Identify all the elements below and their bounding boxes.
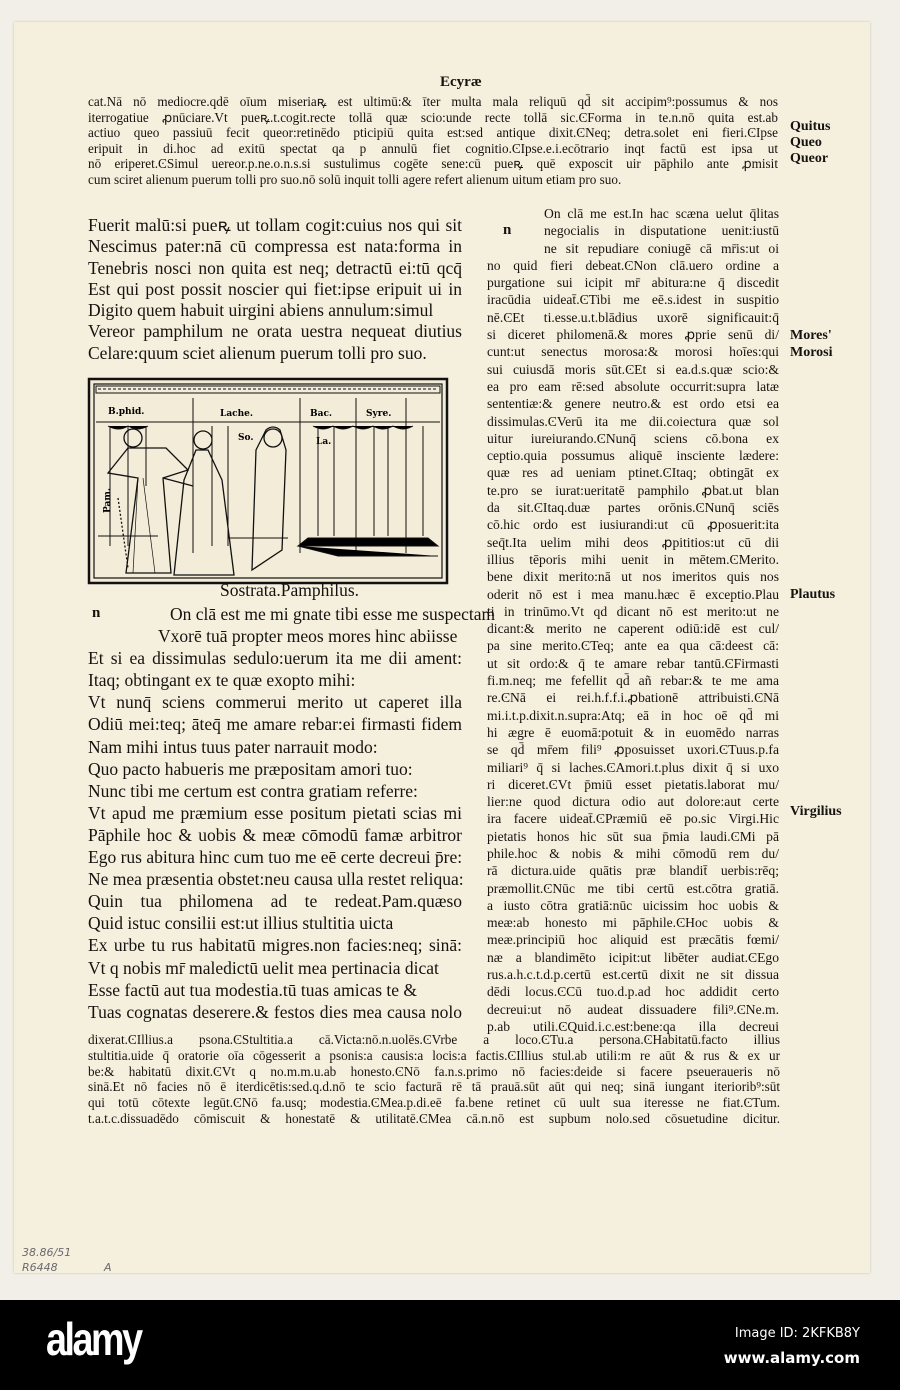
catalogue-ref: R6448 <box>22 1261 58 1274</box>
watermark-logo: alamy <box>46 1313 141 1365</box>
verse-line: Quid istuc consilii est:ut illius stultitia uicta <box>88 913 394 934</box>
commentary-line: negocialis in disputatione uenit:iustū <box>544 223 779 239</box>
commentary-line: ti in trinūmo.Vt qd dicant nō est merito:ut ne <box>487 603 779 619</box>
verse-line: Vxorē tuā propter meos mores hinc abiisse <box>158 626 458 647</box>
watermark-image-id: Image ID: 2KFKB8Y <box>734 1326 860 1341</box>
verse-line: Odiū mei:teq; āteq̄ me amare rebar:ei firmasti fidem <box>88 714 462 735</box>
margin-note-queo: Queo <box>790 135 822 150</box>
guide-letter-right: n <box>503 222 512 238</box>
commentary-line: rus.a.h.c.t.d.p.certū est.certū dixit ne sit dissua <box>487 967 779 983</box>
commentary-line: da sit.ϾItaq.duæ partes orōnis.ϾNunq̄ sciēs <box>487 500 779 516</box>
top-commentary <box>88 94 778 188</box>
verse-line: Esse factū aut tua modestia.tū tuas amicas te & <box>88 979 417 1000</box>
commentary-line: iracūdia uideat̄.ϾTibi me eē.s.idest in suspitio <box>487 292 779 308</box>
woodcut-label-syre: Syre. <box>366 409 392 419</box>
woodcut-label-lache: Lache. <box>220 409 254 419</box>
verse-line: Fuerit malū:si pueꝶ ut tollam cogit:cuius nos qui sit <box>88 215 462 235</box>
commentary-line: ea pro eam rē:sed absolute occurrit:supra latæ <box>487 378 779 394</box>
commentary-line: ne sit repudiare coniugē cā mr̄is:ut oi <box>544 240 779 256</box>
commentary-line: pietatis honos hic sūt sua p̄mia laudi.ϾMi pā <box>487 828 779 844</box>
commentary-line: nē.ϾEt ti.esse.u.t.blādius uxorē significauit:q̄ <box>487 309 779 325</box>
verse-line: Vereor pamphilum ne orata uestra nequeat diutius <box>88 321 462 342</box>
commentary-line: iterrogatiue ꝓnūciare.Vt pueꝶ.t.cogit.recte tollā quæ scio:unde recte tollā sic.ϾForma in te.n.nō quita est.ab <box>88 109 778 125</box>
commentary-line: uitur iureiurando.ϾNunq̄ sciens cō.bona ex <box>487 430 779 446</box>
commentary-line: mi.i.t.p.dixit.n.supra:Atq; eā in hoc oē qd̄ mi <box>487 707 779 723</box>
commentary-line: hi ægre ē euomā:potuit & in euomēdo narras <box>487 724 779 740</box>
verse-line: Itaq; obtingant ex te quæ exopto mihi: <box>88 670 356 691</box>
commentary-line: lier:ne quod dictura odio aut dolore:aut certe <box>487 794 779 810</box>
scene-caption: Sostrata.Pamphilus. <box>220 580 360 600</box>
commentary-line: a iusto cōtra gratiā:nūc uicissim hoc uobis & <box>487 897 779 913</box>
commentary-line: cum sciret alienum puerum tolli pro suo.nō solū inquit tolli agere refert alienum uitum etiam pro suo. <box>88 171 622 187</box>
commentary-line: dēdi locus.ϾCū tuo.d.p.ad hoc addidit certo <box>487 984 779 1000</box>
margin-note-morosi: Morosi <box>790 345 833 360</box>
margin-note-quitus: Quitus <box>790 119 831 134</box>
commentary-line: qui totū cōtexte legūt.ϾNō fa.usq; modestia.ϾMea.p.di.eē fa.bene retinet cū uult sua iteresse ne fiat.ϾTum. <box>88 1095 780 1111</box>
commentary-line: cunt:ut senectus morosa:& morosi hoīes:qui <box>487 344 779 360</box>
commentary-line: te.pro se iurat:ueritatē pamphilo ꝓbat.ut blan <box>487 482 779 498</box>
commentary-line: ceptio.quia possumus aliquē insciente lædere: <box>487 448 779 464</box>
commentary-line: meæ:ab honesto mi pāphile.ϾHoc uobis & <box>487 915 779 931</box>
woodcut-label-pam: Pam. <box>103 487 113 513</box>
verse-line: Vt q nobis mr̄ maledictū uelit mea pertinacia dicat <box>88 957 439 978</box>
commentary-line: miliari⁹ q̄ si laches.ϾAmori.t.plus dixit q̄ si uxo <box>487 759 779 775</box>
verse-line: Nunc tibi me certum est contra gratiam referre: <box>88 780 418 801</box>
verse-line: Nescimus pater:nā cū compressa est nata:forma in <box>88 236 462 257</box>
commentary-line: be:& habitatū dixit.ϾVt q no.m.m.u.ab honesto.ϾNō fa.n.s.primo nō facies:deide si facere pseueraueris nō <box>88 1063 780 1079</box>
commentary-line: bene dixit merito:nā ut nos imeritos quis nos <box>487 569 779 585</box>
verse-line: Ego rus abitura hinc cum tuo me eē certe decreui p̄re: <box>88 847 463 868</box>
commentary-line: sententiæ:& genere neutro.& est ordo etsi ea <box>487 396 779 412</box>
commentary-line: pa sine merito.ϾTeq; ante ea qua cā:deest cā: <box>487 638 779 654</box>
commentary-line: no quid fieri debeat.ϾNon clā.uero ordine a <box>487 257 779 273</box>
commentary-line: nō eriperet.ϾSimul uereor.p.ne.o.n.s.si sustulimus cogēte sene:cū pueꝶ quē exposcit uir pāphilo ante ꝓmisit <box>88 156 778 172</box>
commentary-line: dixerat.ϾIllius.a psona.ϾStultitia.a cā.Victa:nō.n.uolēs.ϾVrbe a loco.ϾTu.a persona.ϾHabitatū.facto illius <box>88 1032 780 1047</box>
verse-line: Tuas cognatas deserere.& festos dies mea causa nolo <box>88 1001 462 1022</box>
guide-letter-left: n <box>92 605 101 621</box>
verse-line: Quo pacto habueris me præpositam amori tuo: <box>88 758 413 779</box>
right-commentary <box>487 205 779 1035</box>
commentary-line: re.ϾNā ei rei.h.f.f.i.ꝓbationē attribuisti.ϾNā <box>487 690 779 706</box>
margin-note-plautus: Plautus <box>790 587 836 602</box>
commentary-line: se qd̄ mr̄em fili⁹ ꝓposuisset uxori.ϾTuus.p.fa <box>487 742 779 758</box>
commentary-line: cat.Nā nō mediocre.qdē oīum miseriaꝶ est ultimū:& īter multa mala reliquū qd̄ sit accipim⁹:possumus & nos <box>88 94 778 109</box>
catalogue-letter: A <box>104 1261 112 1274</box>
commentary-line: phile.hoc & nobis & mihi cōmodū rem du/ <box>487 845 779 861</box>
commentary-line: dicant:& merito ne caperent odiū:idē est cul/ <box>487 621 779 637</box>
commentary-line: ri diceret.ϾVt p̄miū esset pietatis.laborat mu/ <box>487 776 779 792</box>
verse-line: Vt nunq̄ sciens commerui merito ut caperet illa <box>88 692 462 713</box>
verse-top <box>88 215 462 364</box>
commentary-line: ira facere uideat̄.ϾPræmiū eē po.sic Virgi.Hic <box>487 811 779 827</box>
commentary-line: fi.m.neq; me fefellit qd̄ añ rebar:& te me ama <box>487 673 779 689</box>
commentary-line: præmollit.ϾNūc me tibi certū est.cōtra gratiā. <box>487 880 779 896</box>
margin-note-mores: Mores' <box>790 328 832 343</box>
commentary-line: purgatione sui icipit mr̄ abitura:ne q̄ discedit <box>487 275 779 291</box>
commentary-line: rā dictura.uide quātis præ blandit̄ uerbis:rēq; <box>487 863 779 879</box>
commentary-line: stultitia.uide q̄ oratorie oīa cōgesserit a psonis:a causis:a locis:a factis.ϾIllius stul.ab utili:m re aūt & rus & ex ur <box>88 1047 780 1063</box>
watermark-url: www.alamy.com <box>723 1349 860 1367</box>
verse-bottom <box>88 603 496 1023</box>
running-head: Ecyræ <box>440 74 482 90</box>
commentary-line: p.ab utili.ϾQuid.i.c.est:bene:qa illa decreui <box>487 1018 779 1034</box>
commentary-line: sinā.Et nō facies nō ē iterdicētis:sed.q.d.nō te scio facturā rē tā prauā.sūt aūt qui neq; sinā iungant iteriorib⁹:sūt <box>88 1079 780 1095</box>
commentary-line: ut sit ordo:& q̄ te amare rebar tantū.ϾFirmasti <box>487 655 779 671</box>
commentary-line: On clā me est.In hac scæna uelut q̄litas <box>544 206 779 221</box>
commentary-line: si diceret philomenā.& mores ꝓprie senū di/ <box>487 327 779 343</box>
verse-line: Quin tua philomena ad te redeat.Pam.quæso <box>88 891 462 912</box>
verse-line: Tenebris nosci non quita est neq; detractū ei:tū qcq̄ <box>88 257 462 278</box>
commentary-line: næ a blandimēto icipit:ut libēter audiat.ϾEgo <box>487 949 779 965</box>
commentary-line: t.a.t.c.dissuadēdo cōmiscuit & honestatē & utilitatē.ϾMea cā.n.nō est supbum nolo.sed cōsuetudine dicitur. <box>88 1110 780 1126</box>
commentary-line: oderit nō est i mea manu.hæc ē exceptio.Plau <box>487 586 779 602</box>
commentary-line: seq̄t.Ita uelim mihi deos ꝓpititios:ut cū dii <box>487 534 779 550</box>
commentary-line: meæ.principiū hoc aliquid est præcātis fœmi/ <box>487 932 779 948</box>
verse-line: On clā est me mi gnate tibi esse me suspectam <box>170 604 496 624</box>
verse-line: Nam mihi intus tuus pater narrauit modo: <box>88 736 378 757</box>
woodcut-label-bphid: B.phid. <box>108 407 145 417</box>
bottom-commentary <box>88 1032 780 1127</box>
margin-note-queor: Queor <box>790 151 829 166</box>
commentary-line: decreui:ut nō audeat dissuadere fili⁹.ϾNe.m. <box>487 1001 779 1017</box>
verse-line: Est qui post possit noscier qui fiet:ipse eripuit ui in <box>88 278 462 299</box>
woodcut-illustration <box>88 378 448 584</box>
verse-line: Et si ea dissimulas sedulo:uerum ita me dii ament: <box>88 648 462 669</box>
commentary-line: dissimulas.ϾVerū ita me dii.coiectura quæ sol <box>487 413 779 429</box>
verse-line: Celare:quum sciet alienum puerum tolli pro suo. <box>88 342 427 363</box>
commentary-line: quæ res ad ueniam ptinet.ϾItaq; obtingāt ex <box>487 465 779 481</box>
verse-line: Ne mea præsentia obstet:neu causa ulla restet reliqua: <box>88 869 464 890</box>
verse-line: Digito quem habuit uirgini abiens annulum:simul <box>88 300 434 321</box>
woodcut-label-la: La. <box>316 437 332 447</box>
commentary-line: eripuit in di.hoc ad exitū spectat qa p annulū fiet cognitio.ϾIpse.e.i.ecōtrario inqt factū est ipsa ut <box>88 140 778 156</box>
verse-line: Pāphile hoc & uobis & meæ cōmodū famæ arbitror <box>88 824 462 845</box>
commentary-line: cō.hic ordo est iusiurandi:ut cū ꝓposuerit:ita <box>487 517 779 533</box>
commentary-line: illius tēporis mihi uenit in mētem.ϾMerito. <box>487 551 779 567</box>
verse-line: Vt apud me præmium esse positum pietati scias mi <box>88 802 462 823</box>
commentary-line: sui cuiusdā moris sūt.ϾEt si ea.d.s.quæ scio:& <box>487 361 779 377</box>
woodcut-label-so: So. <box>238 433 254 443</box>
margin-note-virgilius: Virgilius <box>790 804 842 819</box>
catalogue-number: 38.86/51 <box>22 1246 72 1259</box>
commentary-line: actiuo queo passiuū fecit queor:retinēdo pticipiū quita est:sed antique dixit.ϾNeq; detra.solet eni fieri.ϾIpse <box>88 125 778 141</box>
verse-line: Ex urbe tu rus habitatū migres.non facies:neq; sinā: <box>88 935 462 956</box>
woodcut-label-bac: Bac. <box>310 409 333 419</box>
woodcut-scene <box>88 378 448 584</box>
